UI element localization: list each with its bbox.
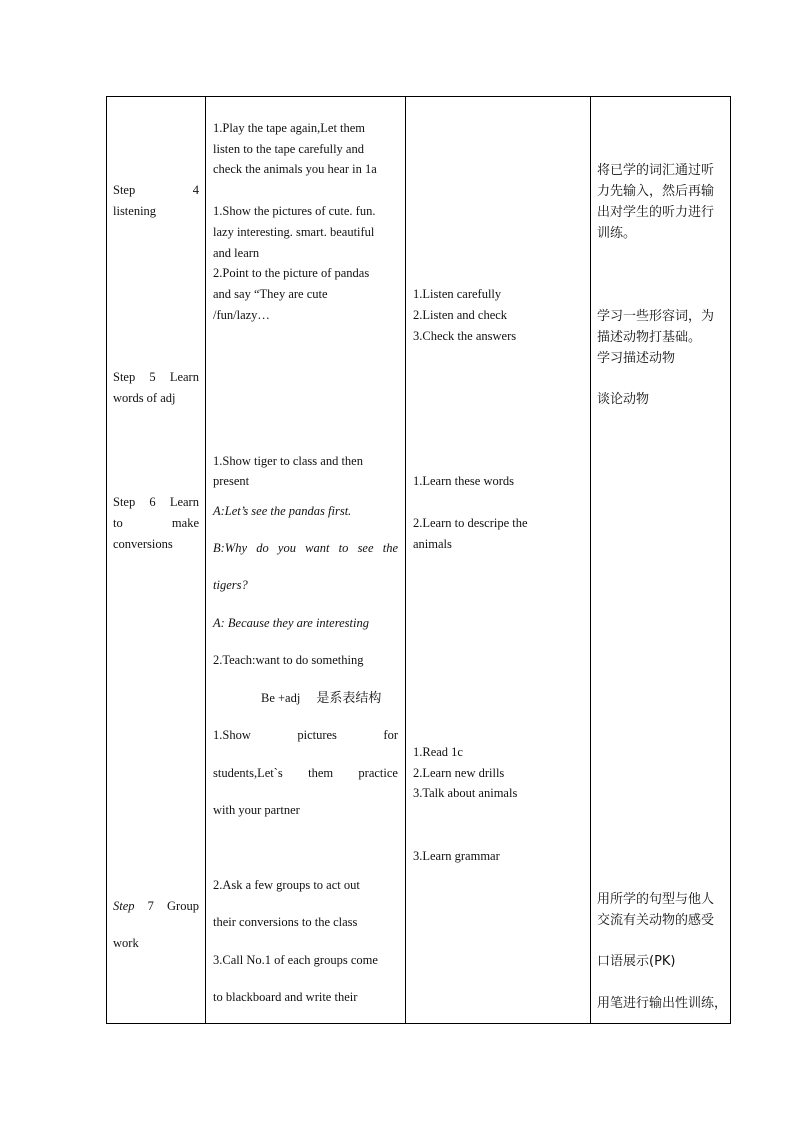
activity-line: and learn — [213, 246, 260, 260]
activity-line — [213, 763, 398, 784]
purpose-line: 将已学的词汇通过听 — [597, 163, 715, 178]
cell-text: pictures — [297, 728, 337, 742]
grammar-note — [261, 688, 381, 709]
purpose-line: 交流有关动物的感受 — [597, 913, 715, 928]
purpose-line: 学习一些形容词，为 — [597, 309, 715, 324]
activity-line: lazy interesting. smart. beautiful — [213, 225, 375, 239]
cell-text: Step — [113, 183, 136, 197]
dialogue-line: A:Let’s see the pandas first. — [213, 504, 352, 518]
dialogue-line — [213, 538, 398, 559]
cell-text: Step — [113, 370, 136, 384]
student-line: 1.Learn these words — [413, 474, 515, 488]
step6-label-cont — [113, 513, 199, 534]
activity-line: 1.Show tiger to class and then — [213, 454, 363, 468]
purpose-line: 学习描述动物 — [597, 351, 676, 366]
activity-line: 2.Teach:want to do something — [213, 653, 364, 667]
purpose-line: 描述动物打基础。 — [597, 330, 702, 345]
purpose-line: 出对学生的听力进行 — [597, 205, 715, 220]
cell-text: students,Let`s — [213, 766, 283, 780]
cell-text: Learn — [169, 495, 199, 509]
activity-line — [213, 725, 398, 746]
cell-text: 7 — [147, 899, 154, 913]
student-line: 3.Learn grammar — [413, 849, 500, 863]
activity-line: 1.Play the tape again,Let them — [213, 121, 366, 135]
cell-text: practice — [358, 766, 398, 780]
student-line: 1.Listen carefully — [413, 287, 502, 301]
student-line: 3.Talk about animals — [413, 786, 518, 800]
activity-line: and say “They are cute — [213, 287, 328, 301]
cell-text: 1.Show — [213, 728, 251, 742]
lesson-plan-table — [106, 96, 731, 1024]
student-line: 2.Listen and check — [413, 308, 508, 322]
student-line: 2.Learn to descripe the — [413, 516, 528, 530]
student-line: 3.Check the answers — [413, 329, 517, 343]
cell-text: Learn — [169, 370, 199, 384]
cell-text: the — [382, 541, 398, 555]
cell-text: to — [113, 516, 123, 530]
activity-line: /fun/lazy… — [213, 308, 270, 322]
column-divider — [205, 97, 206, 1023]
purpose-line: 口语展示(PK) — [597, 954, 676, 969]
activity-line: check the animals you hear in 1a — [213, 162, 377, 176]
activity-line: listen to the tape carefully and — [213, 142, 364, 156]
step4-label — [113, 180, 199, 201]
cell-text: 5 — [149, 370, 156, 384]
purpose-line: 用笔进行输出性训练， — [597, 996, 728, 1011]
dialogue-line: tigers? — [213, 578, 248, 592]
step6-label — [113, 492, 199, 513]
cell-text: Be +adj — [261, 691, 301, 705]
activity-line: 1.Show the pictures of cute. fun. — [213, 204, 376, 218]
dialogue-line: A: Because they are interesting — [213, 616, 369, 630]
cell-text: do — [256, 541, 269, 555]
cell-text: make — [171, 516, 199, 530]
purpose-line: 用所学的句型与他人 — [597, 892, 715, 907]
cell-text: B:Why — [213, 541, 248, 555]
activity-line: with your partner — [213, 803, 300, 817]
cell-text: Group — [167, 899, 199, 913]
column-divider — [405, 97, 406, 1023]
cell-text: Step — [113, 495, 136, 509]
activity-line: their conversions to the class — [213, 915, 358, 929]
cell-text: for — [383, 728, 398, 742]
cell-text: them — [308, 766, 334, 780]
cell-text: 6 — [149, 495, 156, 509]
cell-text: Step — [113, 899, 135, 913]
student-line: 1.Read 1c — [413, 745, 463, 759]
activity-line: 2.Point to the picture of pandas — [213, 266, 370, 280]
step4-label-cont: listening — [113, 204, 157, 218]
purpose-line: 谈论动物 — [597, 392, 650, 407]
student-line: 2.Learn new drills — [413, 766, 505, 780]
activity-line: 3.Call No.1 of each groups come — [213, 953, 378, 967]
cell-text: to — [338, 541, 349, 555]
activity-line: present — [213, 474, 250, 488]
student-line: animals — [413, 537, 452, 551]
step5-label — [113, 367, 199, 388]
activity-line: to blackboard and write their — [213, 990, 358, 1004]
step6-label-end: conversions — [113, 537, 173, 551]
step7-label-cont: work — [113, 936, 139, 950]
column-divider — [590, 97, 591, 1023]
step5-label-cont: words of adj — [113, 391, 176, 405]
cell-text: 4 — [192, 183, 199, 197]
cell-text: see — [357, 541, 374, 555]
cell-text: 是系表结构 — [316, 691, 382, 706]
activity-line: 2.Ask a few groups to act out — [213, 878, 360, 892]
cell-text: you — [277, 541, 296, 555]
step7-label — [113, 896, 199, 917]
purpose-line: 训练。 — [597, 226, 637, 241]
cell-text: want — [305, 541, 330, 555]
purpose-line: 力先输入，然后再输 — [597, 184, 715, 199]
